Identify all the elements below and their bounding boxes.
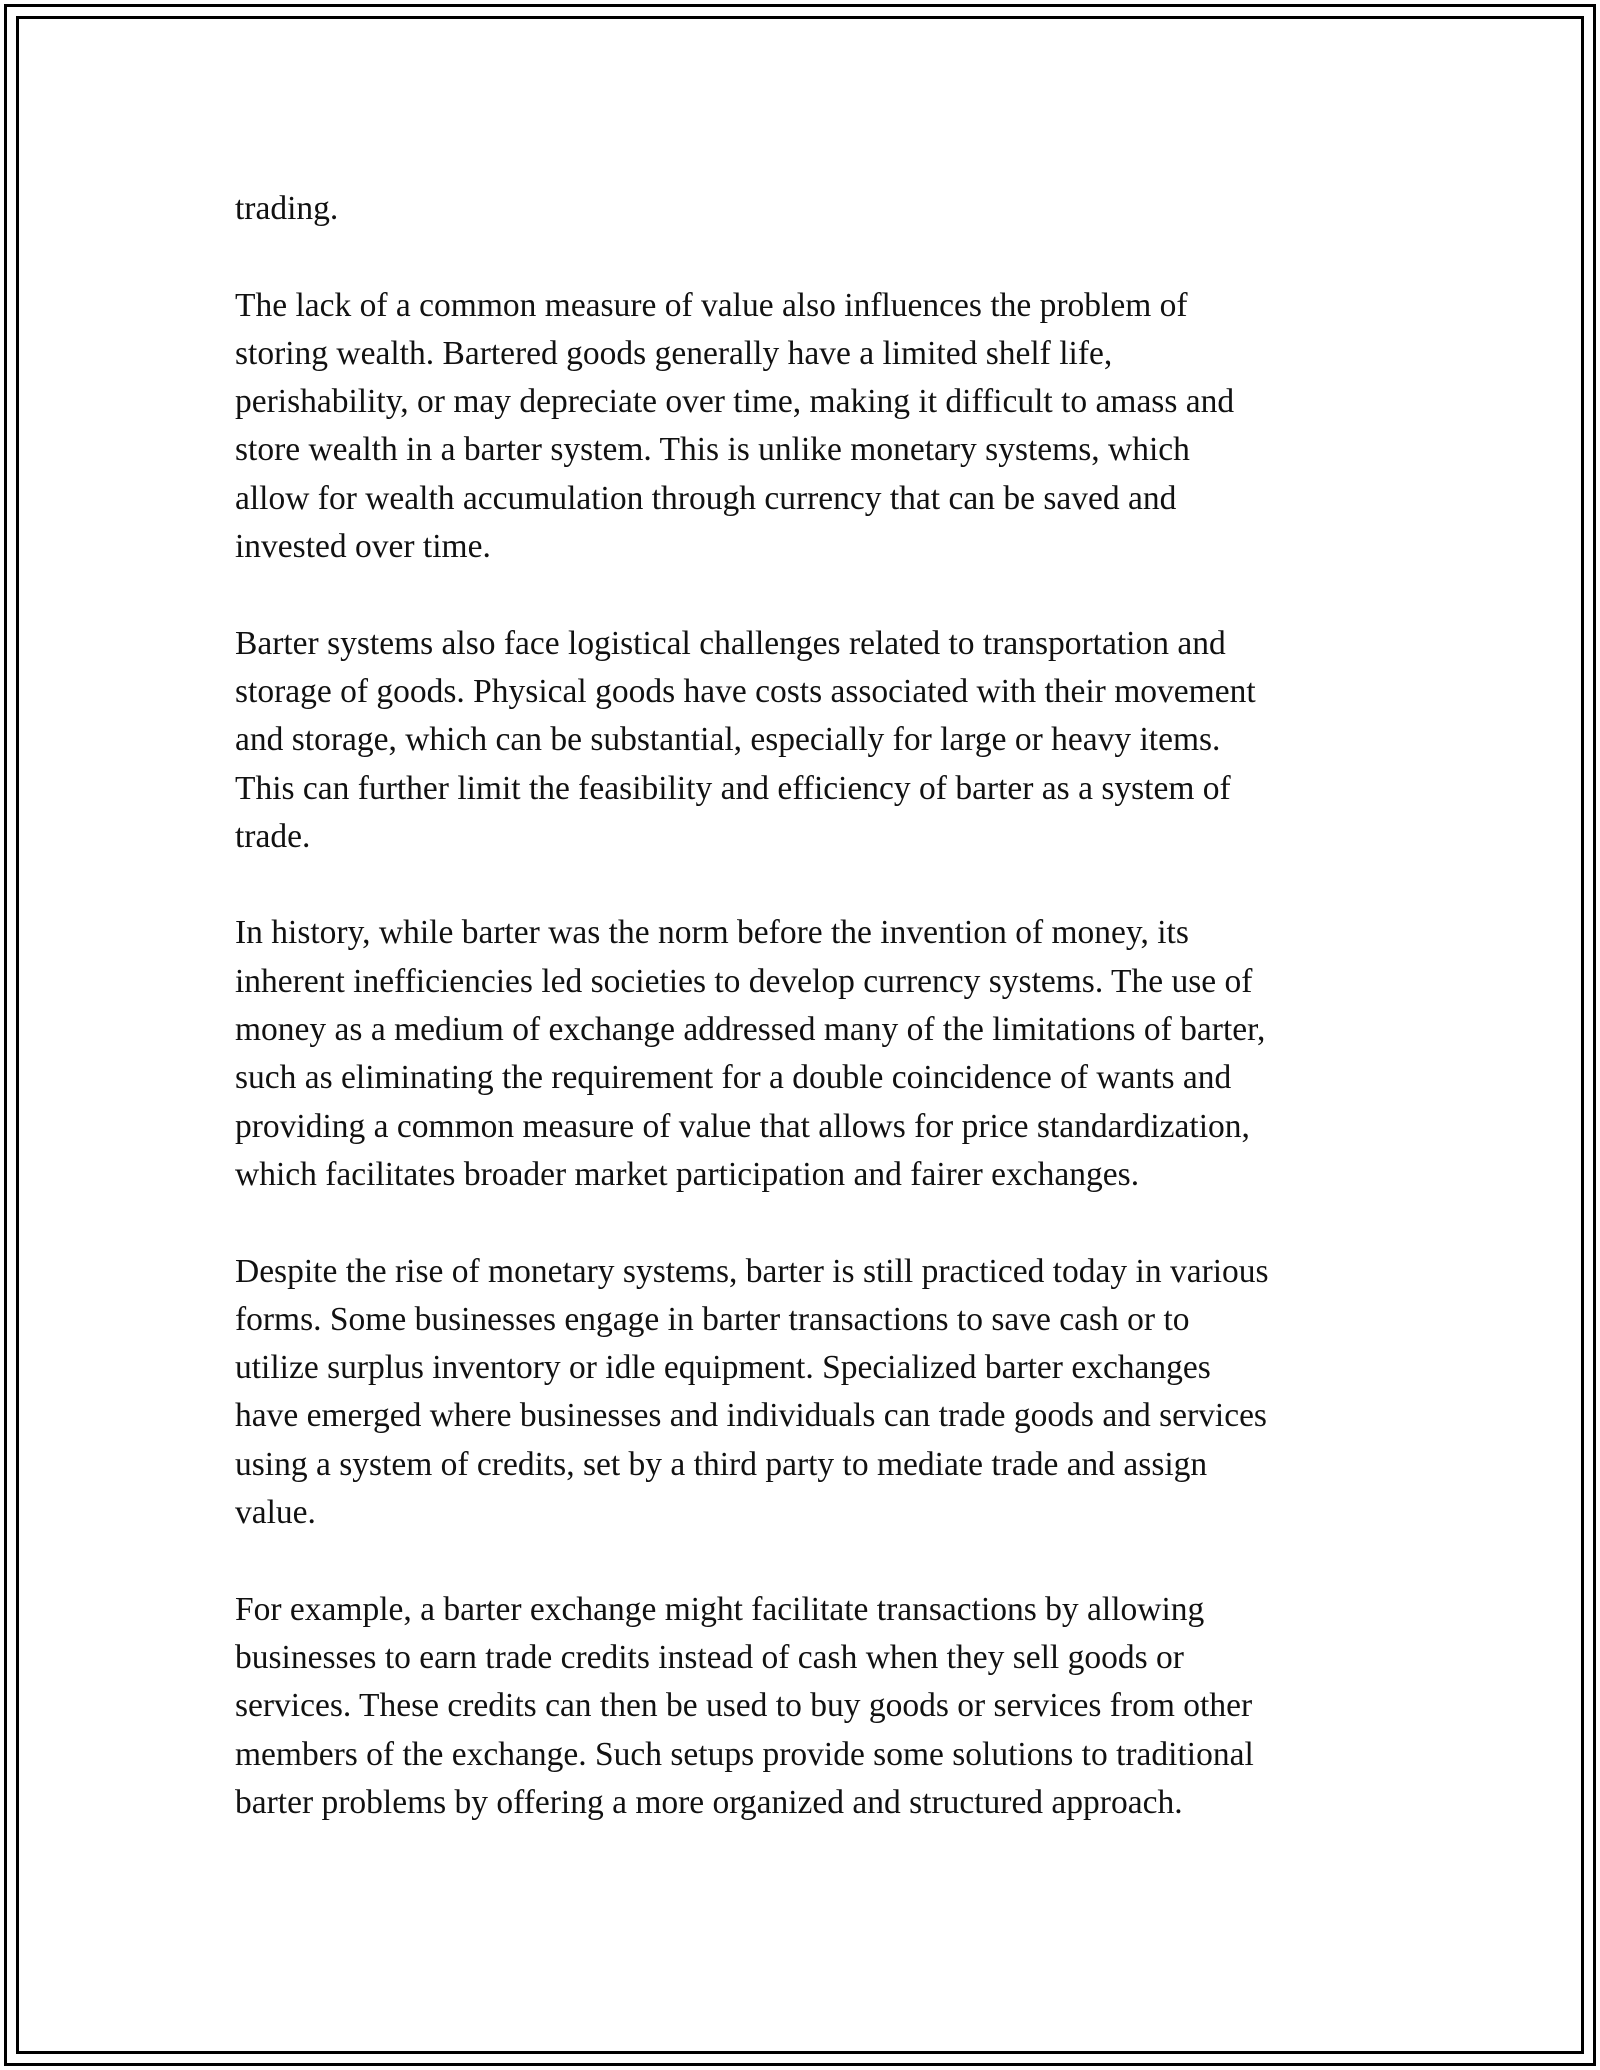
text-line: This can further limit the feasibility and efficiency of barter as a system of [235,769,1231,807]
text-line: which facilitates broader market participation and fairer exchanges. [235,1155,1140,1193]
text-line: allow for wealth accumulation through currency that can be saved and [235,479,1177,517]
text-line: using a system of credits, set by a third party to mediate trade and assign [235,1445,1208,1483]
paragraph [235,1248,1395,1538]
text-line: Despite the rise of monetary systems, barter is still practiced today in various [235,1252,1269,1290]
paragraph [235,282,1395,572]
paragraph [235,909,1395,1199]
text-line: and storage, which can be substantial, especially for large or heavy items. [235,721,1221,759]
document-body [235,185,1395,1875]
text-line: The lack of a common measure of value also influences the problem of [235,286,1188,324]
text-line: providing a common measure of value that allows for price standardization, [235,1107,1250,1145]
text-line: perishability, or may depreciate over time, making it difficult to amass and [235,383,1235,421]
paragraph [235,185,1395,233]
text-line: utilize surplus inventory or idle equipment. Specialized barter exchanges [235,1349,1211,1387]
paragraph [235,620,1395,861]
text-line: businesses to earn trade credits instead of cash when they sell goods or [235,1638,1184,1676]
text-line: inherent inefficiencies led societies to develop currency systems. The use of [235,962,1253,1000]
text-line: trading. [235,190,339,227]
text-line: For example, a barter exchange might facilitate transactions by allowing [235,1590,1205,1628]
text-line: forms. Some businesses engage in barter transactions to save cash or to [235,1300,1190,1338]
text-line: have emerged where businesses and individuals can trade goods and services [235,1397,1267,1435]
paragraph [235,1586,1395,1827]
text-line: In history, while barter was the norm before the invention of money, its [235,914,1189,952]
text-line: such as eliminating the requirement for a double coincidence of wants and [235,1059,1232,1097]
text-line: trade. [235,817,311,855]
text-line: members of the exchange. Such setups provide some solutions to traditional [235,1735,1254,1773]
text-line: storage of goods. Physical goods have costs associated with their movement [235,672,1256,710]
text-line: Barter systems also face logistical challenges related to transportation and [235,624,1226,662]
text-line: services. These credits can then be used to buy goods or services from other [235,1687,1253,1725]
text-line: value. [235,1494,316,1532]
text-line: storing wealth. Bartered goods generally have a limited shelf life, [235,334,1113,372]
text-line: invested over time. [235,528,491,566]
text-line: store wealth in a barter system. This is unlike monetary systems, which [235,431,1190,469]
text-line: barter problems by offering a more organized and structured approach. [235,1783,1183,1821]
text-line: money as a medium of exchange addressed many of the limitations of barter, [235,1011,1266,1049]
